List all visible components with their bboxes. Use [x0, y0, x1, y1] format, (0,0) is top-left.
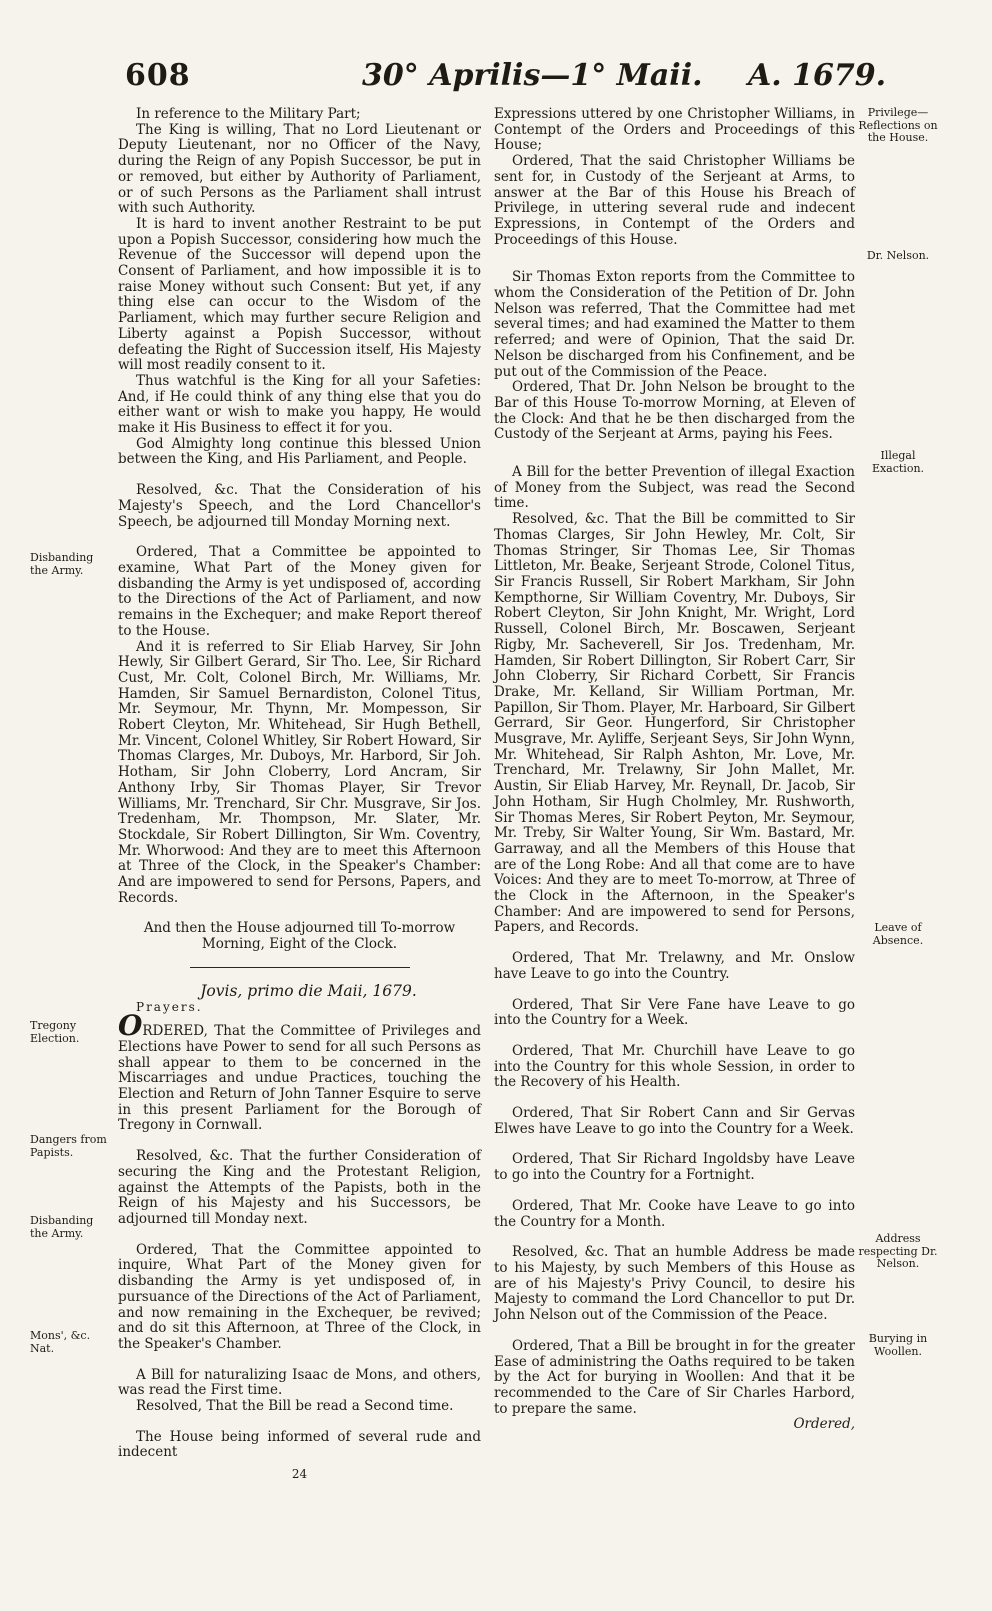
paragraph: Ordered, That Sir Richard Ingoldsby have Leave to go into the Country for a Fortnight.	[494, 1151, 855, 1184]
paragraph: Resolved, That the Bill be read a Second time.	[136, 1398, 454, 1415]
paragraph: Ordered, That a Bill be brought in for the greater Ease of administring the Oaths required to be taken by the Act for burying in Woollen: And that it be recommended to the Care of Sir Charles Harbord, to prepare the same.	[494, 1337, 855, 1417]
journal-year: A. 1679.	[748, 58, 887, 93]
paragraph: It is hard to invent another Restraint to be put upon a Popish Successor, considering how much the Revenue of the Successor will depend upon the Consent of Parliament, and how impossible it is to raise Money without such Consent: But yet, if any thing else can occur to the Wisdom of the Parliament, which may further secure Religion and Liberty against a Popish Successor, without defeating the Right of Succession itself, His Majesty will most readily consent to it.	[118, 215, 481, 374]
paragraph: God Almighty long continue this blessed Union between the King, and His Parliament, and People.	[118, 435, 481, 468]
margin-note-tregony: Tregony Election.	[30, 1019, 80, 1045]
catchword: Ordered,	[793, 1416, 855, 1433]
prayers-label: Prayers.	[136, 999, 203, 1014]
paragraph: Ordered, That the Committee appointed to inquire, What Part of the Money given for disbanding the Army is yet undisposed of, in pursuance of the Directions of the Act of Parliament, and now remaining in the Exchequer, be revived; and do sit this Afternoon, at Three of the Clock, in the Speaker's Chamber.	[118, 1241, 481, 1352]
margin-note-privilege: Privilege—Reflections on the House.	[858, 106, 938, 144]
day-heading: Jovis, primo die Maii, 1679.	[200, 981, 417, 1000]
paragraph: A Bill for the better Prevention of illegal Exaction of Money from the Subject, was read the Second time.	[494, 464, 855, 512]
paragraph: Ordered, That Mr. Cooke have Leave to go into the Country for a Month.	[494, 1197, 855, 1230]
paragraph: Ordered, That a Committee be appointed to examine, What Part of the Money given for disbanding the Army is yet undisposed of, according to the Directions of the Act of Parliament, and now remains in the Exchequer; and make Report thereof to the House.	[118, 544, 481, 639]
paragraph: The King is willing, That no Lord Lieutenant or Deputy Lieutenant, nor no Officer of the Navy, during the Reign of any Popish Successor, be put in or removed, but either by Authority of Parliament, or of such Persons as the Parliament shall intrust with such Authority.	[118, 121, 481, 217]
paragraph: The House being informed of several rude and indecent	[118, 1428, 481, 1461]
paragraph: Resolved, &c. That the further Consideration of securing the King and the Protestant Religion, against the Attempts of the Papists, both in the Reign of his Majesty and his Successors, be adjourned till Monday next.	[118, 1148, 481, 1227]
journal-date: 30° Aprilis—1° Maii.	[362, 58, 703, 93]
margin-note-dangers: Dangers from Papists.	[30, 1133, 107, 1159]
paragraph-text: RDERED, That the Committee of Privileges and Elections have Power to send for all such Persons as shall appear to them to be concerned in the Miscarriages and undue Practices, touching the Election and Return of John Tanner Esquire to serve in this present Parliament for the Borough of Tregony in Cornwall.	[118, 1023, 481, 1134]
margin-note-address: Address respecting Dr. Nelson.	[858, 1232, 938, 1270]
paragraph: A Bill for naturalizing Isaac de Mons, and others, was read the First time.	[118, 1366, 481, 1399]
paragraph: Expressions uttered by one Christopher Williams, in Contempt of the Orders and Proceedings of this House;	[494, 106, 855, 154]
paragraph	[118, 1009, 481, 1134]
margin-note-illegal: Illegal Exaction.	[871, 449, 925, 475]
section-divider	[190, 967, 410, 968]
paragraph: Sir Thomas Exton reports from the Committee to whom the Consideration of the Petition of Dr. John Nelson was referred, That the Committee had met several times; and had examined the Matter to them referred; and were of Opinion, That the said Dr. Nelson be discharged from his Confinement, and be put out of the Commission of the Peace.	[494, 269, 855, 380]
page-header	[0, 58, 992, 102]
paragraph: Ordered, That Mr. Churchill have Leave to go into the Country for this whole Session, in order to the Recovery of his Health.	[494, 1042, 855, 1091]
margin-note-disbanding: Disbanding the Army.	[30, 551, 94, 577]
margin-note-leave: Leave of Absence.	[872, 921, 924, 947]
paragraph: Ordered, That the said Christopher Williams be sent for, in Custody of the Serjeant at Arms, to answer at the Bar of this House his Breach of Privilege, in uttering several rude and indecent Expressions, in Contempt of the Orders and Proceedings of this House.	[494, 153, 855, 248]
paragraph: Ordered, That Sir Vere Fane have Leave to go into the Country for a Week.	[494, 996, 855, 1029]
margin-note-disbanding-2: Disbanding the Army.	[30, 1214, 94, 1240]
paragraph: And it is referred to Sir Eliab Harvey, Sir John Hewly, Sir Gilbert Gerard, Sir Tho. Lee, Sir Richard Cust, Mr. Colt, Colonel Birch, Mr. Williams, Mr. Hamden, Sir Samuel Bernardiston, Colonel Titus, Mr. Seymour, Mr. Thynn, Mr. Mompesson, Sir Robert Cleyton, Mr. Whitehead, Sir Hugh Bethell, Mr. Vincent, Colonel Whitley, Sir Robert Howard, Sir Thomas Clarges, Mr. Duboys, Mr. Harbord, Sir Joh. Hotham, Sir John Cloberry, Lord Ancram, Sir Anthony Irby, Sir Thomas Player, Sir Trevor Williams, Mr. Trenchard, Sir Chr. Musgrave, Sir Jos. Tredenham, Mr. Thompson, Mr. Slater, Mr. Stockdale, Sir Robert Dillington, Sir Wm. Coventry, Mr. Whorwood: And they are to meet this Afternoon at Three of the Clock, in the Speaker's Chamber: And are impowered to send for Persons, Papers, and Records.	[118, 638, 481, 906]
paragraph: Ordered, That Dr. John Nelson be brought to the Bar of this House To-morrow Morning, at Eleven of the Clock: And that he be then discharged from the Custody of the Serjeant at Arms, paying his Fees.	[494, 379, 855, 443]
paragraph: Resolved, &c. That an humble Address be made to his Majesty, by such Members of this House as are of his Majesty's Privy Council, to desire his Majesty to command the Lord Chancellor to put Dr. John Nelson out of the Commission of the Peace.	[494, 1244, 855, 1324]
signature-mark: 24	[291, 1467, 308, 1482]
right-column	[494, 107, 855, 1433]
paragraph: Ordered, That Sir Robert Cann and Sir Gervas Elwes have Leave to go into the Country for a Week.	[494, 1105, 855, 1137]
paragraph: Thus watchful is the King for all your Safeties: And, if He could think of any thing else that you do either want or wish to make you happy, He would make it His Business to effect it for you.	[118, 372, 481, 437]
paragraph: Resolved, &c. That the Bill be committed to Sir Thomas Clarges, Sir John Hewley, Mr. Colt, Sir Thomas Stringer, Sir Thomas Lee, Sir Thomas Littleton, Mr. Beake, Serjeant Strode, Colonel Titus, Sir Francis Russell, Sir Robert Markham, Sir John Kempthorne, Sir William Coventry, Mr. Duboys, Sir Robert Cleyton, Sir John Knight, Mr. Wright, Lord Russell, Colonel Birch, Mr. Boscawen, Serjeant Rigby, Mr. Sacheverell, Sir Jos. Tredenham, Mr. Hamden, Sir Robert Dillington, Sir Robert Carr, Sir John Cloberry, Sir Richard Corbett, Sir Francis Drake, Mr. Kelland, Sir William Portman, Mr. Papillon, Sir Thom. Player, Mr. Harboard, Sir Gilbert Gerrard, Sir Geor. Hungerford, Sir Christopher Musgrave, Mr. Ayliffe, Serjeant Seys, Sir John Wynn, Mr. Whitehead, Sir Ralph Ashton, Mr. Love, Mr. Trenchard, Mr. Trelawny, Sir John Mallet, Mr. Austin, Sir Eliab Harvey, Mr. Reynall, Dr. Jacob, Sir John Hotham, Sir Hugh Cholmley, Mr. Rushworth, Sir Thomas Meres, Sir Robert Peyton, Mr. Seymour, Mr. Treby, Sir Walter Young, Sir Wm. Bastard, Mr. Garraway, and all the Members of this House that are of the Long Robe: And all that come are to have Voices: And they are to meet To-morrow, at Three of the Clock in the Afternoon, in the Speaker's Chamber: And are impowered to send for Persons, Papers, and Records.	[494, 511, 855, 936]
page-number: 608	[125, 58, 191, 93]
paragraph: And then the House adjourned till To-morrow Morning, Eight of the Clock.	[143, 920, 456, 953]
margin-note-mons: Mons', &c. Nat.	[30, 1329, 91, 1355]
paragraph: In reference to the Military Part;	[136, 106, 361, 122]
margin-note-burying: Burying in Woollen.	[868, 1332, 928, 1358]
left-column	[118, 107, 481, 1483]
paragraph: Ordered, That Mr. Trelawny, and Mr. Onslow have Leave to go into the Country.	[494, 950, 855, 982]
paragraph: Resolved, &c. That the Consideration of his Majesty's Speech, and the Lord Chancellor's Speech, be adjourned till Monday Morning next.	[118, 482, 481, 530]
drop-cap: O	[118, 1009, 143, 1043]
margin-note-nelson: Dr. Nelson.	[866, 249, 930, 262]
